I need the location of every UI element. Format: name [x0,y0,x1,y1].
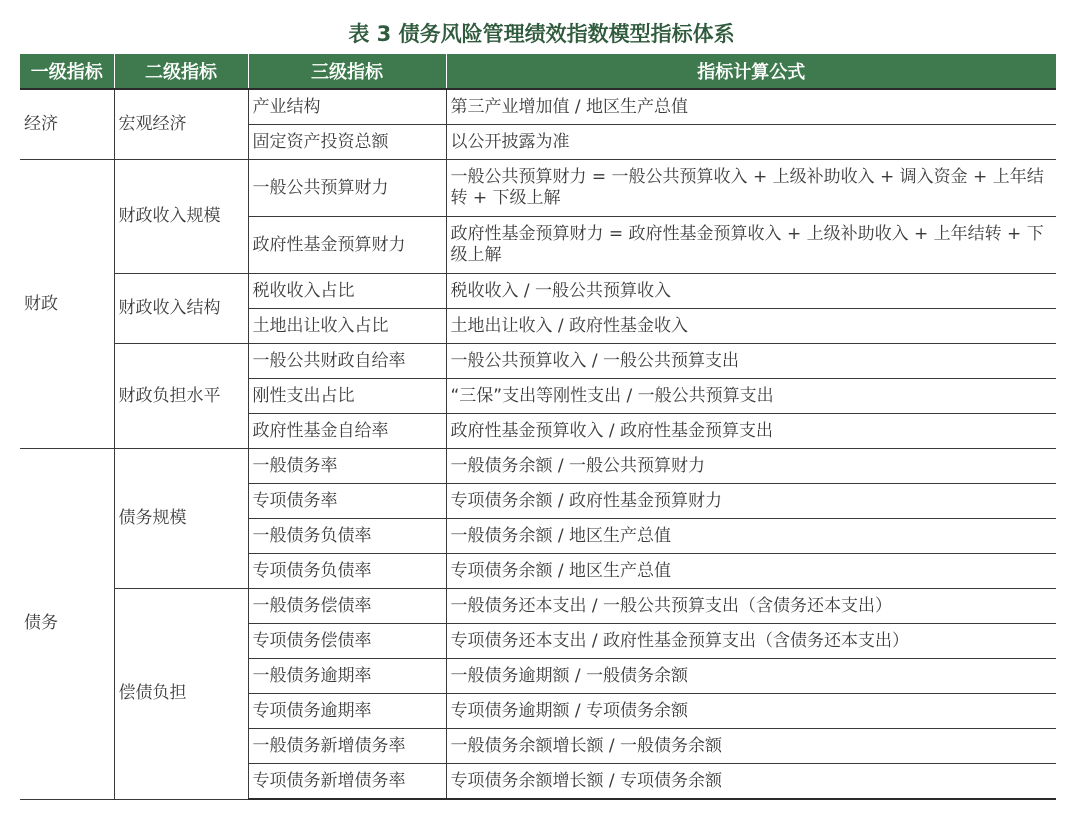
formula-cell: 一般公共预算收入 / 一般公共预算支出 [446,344,1056,379]
indicator-cell: 一般债务率 [248,449,446,484]
level2-fiscal-revenue-structure: 财政收入结构 [114,274,248,344]
formula-cell: 一般债务逾期额 / 一般债务余额 [446,659,1056,694]
indicator-cell: 专项债务逾期率 [248,694,446,729]
table-row [20,274,1056,309]
indicator-cell: 一般债务新增债务率 [248,729,446,764]
level1-fiscal: 财政 [20,160,114,449]
formula-cell: 政府性基金预算财力 = 政府性基金预算收入 + 上级补助收入 + 上年结转 + 下级上解 [446,217,1056,274]
formula-cell: 一般债务余额增长额 / 一般债务余额 [446,729,1056,764]
formula-cell: 专项债务余额 / 地区生产总值 [446,554,1056,589]
formula-cell: 政府性基金预算收入 / 政府性基金预算支出 [446,414,1056,449]
table-row [20,589,1056,624]
table-row [20,449,1056,484]
indicator-cell: 政府性基金预算财力 [248,217,446,274]
formula-cell: 税收收入 / 一般公共预算收入 [446,274,1056,309]
indicator-table [20,54,1056,800]
table-title: 表 3 债务风险管理绩效指数模型指标体系 [348,22,735,46]
level2-fiscal-burden: 财政负担水平 [114,344,248,449]
formula-cell: 一般债务还本支出 / 一般公共预算支出（含债务还本支出） [446,589,1056,624]
indicator-cell: 一般债务负债率 [248,519,446,554]
table-header-row [20,54,1056,89]
indicator-cell: 专项债务率 [248,484,446,519]
formula-cell: 专项债务逾期额 / 专项债务余额 [446,694,1056,729]
header-level3: 三级指标 [248,54,446,89]
indicator-cell: 刚性支出占比 [248,379,446,414]
indicator-cell: 专项债务负债率 [248,554,446,589]
table-row [20,160,1056,217]
formula-cell: 专项债务余额增长额 / 专项债务余额 [446,764,1056,800]
formula-cell: 一般债务余额 / 一般公共预算财力 [446,449,1056,484]
formula-cell: 土地出让收入 / 政府性基金收入 [446,309,1056,344]
level2-fiscal-revenue-scale: 财政收入规模 [114,160,248,274]
header-formula: 指标计算公式 [446,54,1056,89]
indicator-cell: 政府性基金自给率 [248,414,446,449]
table-row [20,89,1056,125]
indicator-cell: 土地出让收入占比 [248,309,446,344]
header-level1: 一级指标 [20,54,114,89]
table-row [20,344,1056,379]
level2-debt-repayment: 偿债负担 [114,589,248,800]
formula-cell: 一般公共预算财力 = 一般公共预算收入 + 上级补助收入 + 调入资金 + 上年结转 + 下级上解 [446,160,1056,217]
level2-macro-economy: 宏观经济 [114,89,248,160]
indicator-cell: 一般公共财政自给率 [248,344,446,379]
level1-economy: 经济 [20,89,114,160]
formula-cell: 一般债务余额 / 地区生产总值 [446,519,1056,554]
indicator-cell: 一般债务偿债率 [248,589,446,624]
formula-cell: 第三产业增加值 / 地区生产总值 [446,89,1056,125]
formula-cell: 专项债务还本支出 / 政府性基金预算支出（含债务还本支出） [446,624,1056,659]
indicator-cell: 税收收入占比 [248,274,446,309]
indicator-cell: 一般公共预算财力 [248,160,446,217]
header-level2: 二级指标 [114,54,248,89]
indicator-cell: 专项债务新增债务率 [248,764,446,800]
level2-debt-scale: 债务规模 [114,449,248,589]
indicator-cell: 固定资产投资总额 [248,125,446,160]
formula-cell: 以公开披露为准 [446,125,1056,160]
indicator-cell: 一般债务逾期率 [248,659,446,694]
indicator-cell: 产业结构 [248,89,446,125]
level1-debt: 债务 [20,449,114,800]
formula-cell: “三保”支出等刚性支出 / 一般公共预算支出 [446,379,1056,414]
indicator-cell: 专项债务偿债率 [248,624,446,659]
formula-cell: 专项债务余额 / 政府性基金预算财力 [446,484,1056,519]
